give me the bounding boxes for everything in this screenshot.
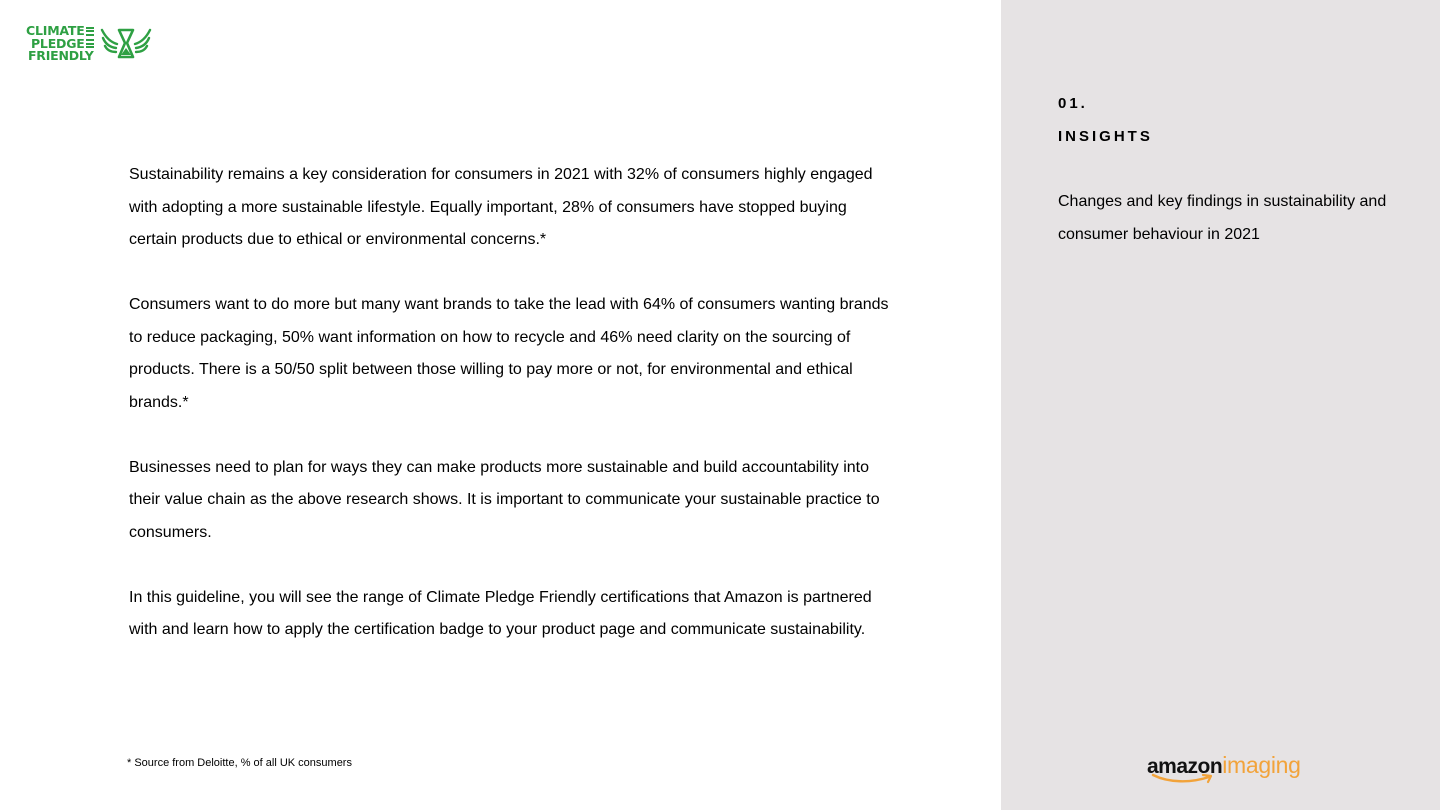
hourglass-wings-icon (100, 26, 152, 62)
paragraph-guideline: In this guideline, you will see the range of Climate Pledge Friendly certifications that Amazon is partnered with and learn how to apply the certification badge to your product page and communicate sustainability. (129, 588, 872, 638)
paragraph-consumers: Consumers want to do more but many want brands to take the lead with 64% of consumers wanting brands to reduce packaging, 50% want information on how to recycle and 46% need clarity on the sourcing of products. There is a 50/50 split between those willing to pay more or not, for environmental and ethical brands.* (129, 296, 889, 411)
imaging-wordmark: imaging (1222, 752, 1301, 778)
logo-line-climate: CLIMATE (26, 23, 85, 38)
climate-pledge-friendly-logo (26, 25, 152, 63)
sidebar-panel (1001, 0, 1440, 810)
paragraph-sustainability: Sustainability remains a key consideration for consumers in 2021 with 32% of consumers highly engaged with adopting a more sustainable lifestyle. Equally important, 28% of consumers have stopped buying certain products due to ethical or environmental concerns.* (129, 166, 873, 248)
section-description: Changes and key findings in sustainability and consumer behaviour in 2021 (1058, 193, 1387, 243)
main-body (129, 159, 889, 679)
logo-line-friendly: FRIENDLY (27, 48, 94, 63)
amazon-wordmark: amazon (1147, 755, 1223, 778)
logo-bars (86, 39, 94, 48)
section-title: INSIGHTS (1058, 128, 1153, 145)
source-footnote: * Source from Deloitte, % of all UK consumers (127, 757, 352, 769)
section-number: 01. (1058, 95, 1088, 112)
logo-wordmark (26, 25, 94, 63)
paragraph-businesses: Businesses need to plan for ways they can make products more sustainable and build accountability into their value chain as the above research shows. It is important to communicate your sustainable practice to consumers. (129, 458, 880, 541)
amazon-smile-icon (1151, 772, 1221, 786)
logo-line-pledge: PLEDGE (30, 35, 85, 51)
amazon-imaging-logo (1147, 752, 1301, 788)
logo-bars (86, 27, 94, 36)
